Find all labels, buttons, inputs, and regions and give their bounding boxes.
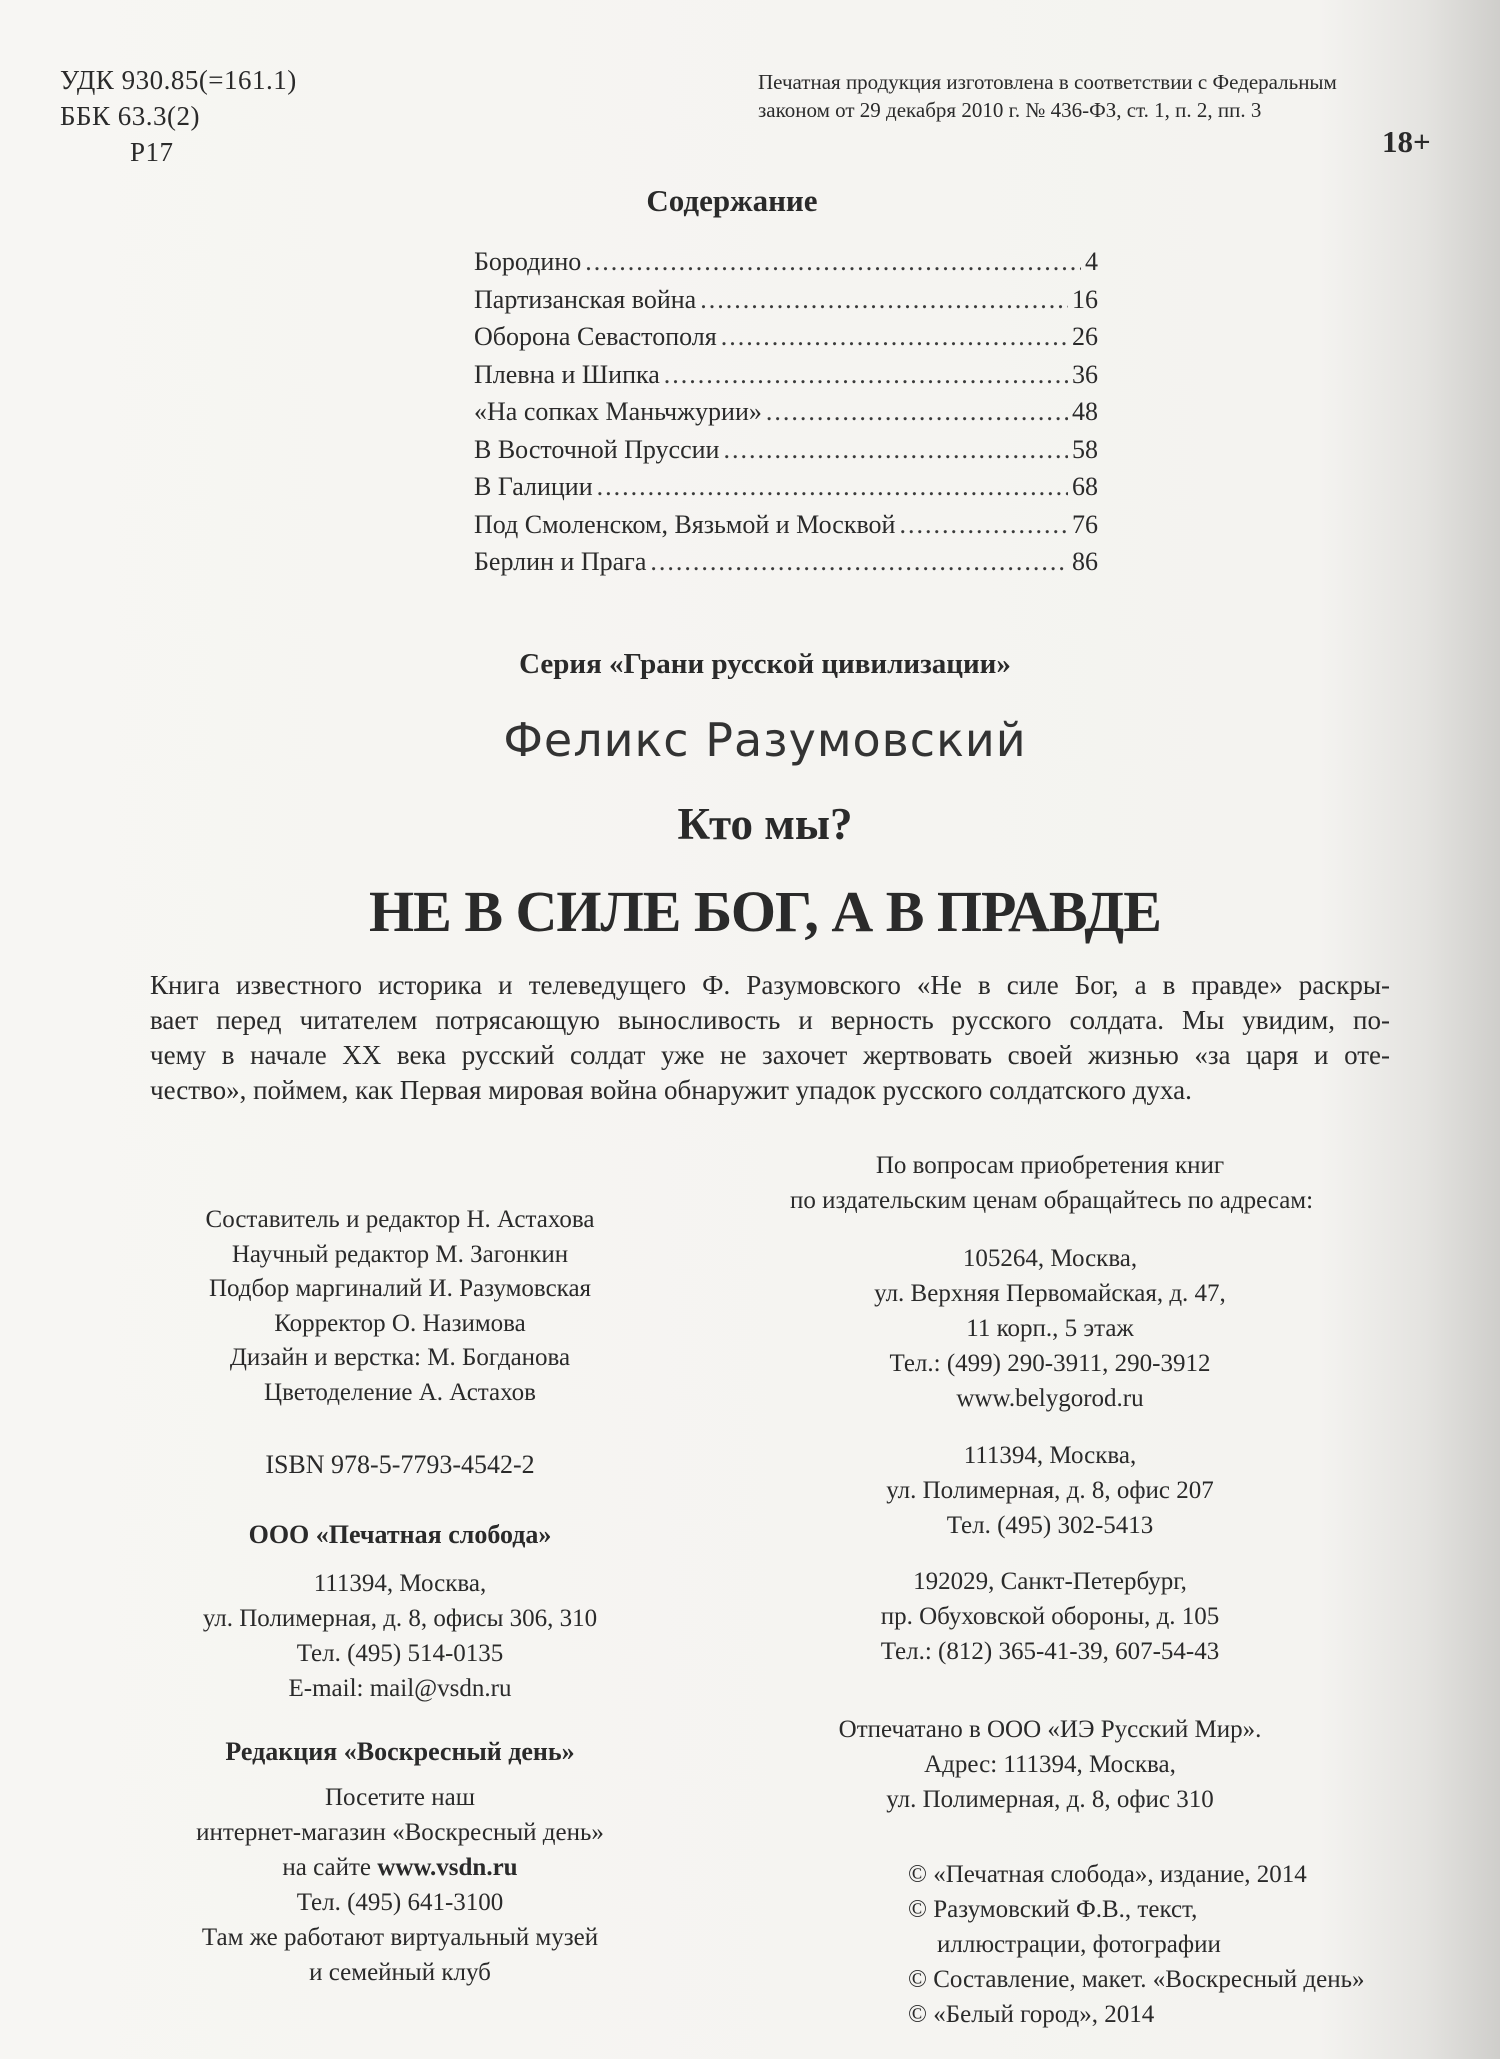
toc-entry (474, 543, 1098, 581)
copyright-block (908, 1857, 1468, 2032)
toc-entry (474, 393, 1098, 431)
address-phone: Тел.: (812) 365-41-39, 607-54-43 (880, 1638, 1220, 1665)
address-line: пр. Обуховской обороны, д. 105 (880, 1603, 1220, 1630)
book-description (150, 968, 1390, 1108)
address-line: ул. Верхняя Первомайская, д. 47, (874, 1280, 1226, 1307)
series-name: Серия «Грани русской цивилизации» (519, 648, 1011, 680)
toc-leader-dots (723, 431, 1068, 469)
book-subtitle: Кто мы? (677, 799, 853, 849)
isbn: ISBN 978-5-7793-4542-2 (265, 1450, 535, 1479)
printing-line: Отпечатано в ООО «ИЭ Русский Мир». (838, 1716, 1262, 1743)
toc-entry-label: Берлин и Прага (474, 547, 647, 576)
purchase-address-moscow-2 (790, 1438, 1310, 1543)
author-mark: Р17 (130, 137, 174, 167)
toc-entry (474, 431, 1098, 469)
redaction-site-prefix: на сайте (282, 1854, 378, 1881)
address-phone: Тел.: (499) 290-3911, 290-3912 (889, 1350, 1211, 1377)
redaction-site-link[interactable]: www.vsdn.ru (377, 1854, 518, 1881)
publisher-address-line: ул. Полимерная, д. 8, офисы 306, 310 (202, 1605, 598, 1632)
toc-entry-label: Бородино (474, 247, 582, 276)
toc-entry-label: В Восточной Пруссии (474, 434, 720, 464)
description-line: чему в начале XX века русский солдат уже не захочет жертвовать своей жизнью «за царя и оте- (150, 1040, 1390, 1070)
law-notice-line: Печатная продукция изготовлена в соответствии с Федеральным (758, 70, 1337, 94)
contents-title: Содержание (646, 183, 818, 218)
toc-entry-page: 68 (1072, 472, 1098, 501)
law-notice-line: законом от 29 декабря 2010 г. № 436-ФЗ, ст. 1, п. 2, пп. 3 (758, 98, 1262, 122)
address-line: 11 корп., 5 этаж (966, 1315, 1134, 1342)
printing-line: Адрес: 111394, Москва, (924, 1751, 1176, 1778)
redaction-info (150, 1780, 650, 1990)
toc-entry-page: 48 (1072, 397, 1098, 426)
publisher-name: ООО «Печатная слобода» (248, 1520, 552, 1549)
purchase-address-moscow-1 (790, 1241, 1310, 1416)
publisher-address-line: 111394, Москва, (313, 1570, 487, 1597)
address-line: 192029, Санкт-Петербург, (913, 1568, 1187, 1595)
toc-entry-label: Оборона Севастополя (474, 322, 717, 351)
publisher-phone: Тел. (495) 514-0135 (296, 1640, 504, 1667)
toc-entry-label: В Галиции (474, 472, 593, 501)
book-title: НЕ В СИЛЕ БОГ, А В ПРАВДЕ (369, 879, 1161, 944)
toc-entry-label: «На сопках Маньчжурии» (474, 397, 762, 426)
toc-leader-dots (766, 393, 1068, 431)
redaction-line: интернет-магазин «Воскресный день» (196, 1819, 604, 1846)
toc-entry-label: Партизанская война (474, 284, 697, 314)
description-line: вает перед читателем потрясающую выносливость и верность русского солдата. Мы увидим, по- (150, 1005, 1390, 1035)
toc-entry (474, 281, 1098, 319)
purchase-intro-line: По вопросам приобретения книг (875, 1152, 1225, 1179)
toc-entry-label: Под Смоленском, Вязьмой и Москвой (474, 509, 896, 539)
credit-line: Корректор О. Назимова (274, 1309, 526, 1337)
law-notice (758, 68, 1458, 124)
table-of-contents (474, 243, 1098, 581)
toc-leader-dots (650, 543, 1068, 581)
copyright-line: иллюстрации, фотографии (937, 1931, 1221, 1958)
toc-leader-dots (597, 468, 1068, 506)
publisher-email: E-mail: mail@vsdn.ru (288, 1675, 512, 1702)
redaction-name: Редакция «Воскресный день» (225, 1737, 575, 1766)
toc-entry-page: 4 (1085, 247, 1098, 276)
udk-code: УДК 930.85(=161.1) (60, 65, 297, 95)
toc-leader-dots (899, 506, 1068, 544)
address-line: ул. Полимерная, д. 8, офис 207 (886, 1477, 1214, 1504)
redaction-phone: Тел. (495) 641-3100 (296, 1889, 504, 1916)
age-rating-badge: 18+ (1382, 124, 1431, 159)
toc-leader-dots (585, 243, 1081, 281)
redaction-site-line (150, 1850, 650, 1885)
copyright-line: © Составление, макет. «Воскресный день» (908, 1966, 1365, 1993)
toc-leader-dots (664, 356, 1068, 394)
printing-line: ул. Полимерная, д. 8, офис 310 (886, 1786, 1214, 1813)
toc-entry-page: 26 (1072, 322, 1098, 351)
toc-entry (474, 468, 1098, 506)
address-line: 111394, Москва, (963, 1442, 1137, 1469)
printing-info (790, 1712, 1310, 1817)
toc-entry (474, 243, 1098, 281)
redaction-line: Посетите наш (325, 1784, 475, 1811)
address-phone: Тел. (495) 302-5413 (946, 1512, 1154, 1539)
toc-entry-page: 86 (1072, 547, 1098, 576)
description-line: Книга известного историка и телеведущего Ф. Разумовского «Не в силе Бог, а в правде» раскры- (150, 970, 1390, 1000)
credit-line: Научный редактор М. Загонкин (231, 1240, 569, 1268)
credit-line: Подбор маргиналий И. Разумовская (208, 1275, 592, 1302)
author-name: Феликс Разумовский (503, 713, 1027, 767)
toc-entry-page: 16 (1072, 284, 1098, 314)
toc-entry-label: Плевна и Шипка (474, 359, 660, 389)
toc-entry-page: 76 (1072, 509, 1098, 539)
credits-list (150, 1203, 650, 1410)
toc-entry (474, 318, 1098, 356)
address-website[interactable]: www.belygorod.ru (956, 1385, 1144, 1412)
address-line: 105264, Москва, (962, 1245, 1138, 1272)
copyright-line: © «Печатная слобода», издание, 2014 (908, 1861, 1307, 1888)
credit-line: Составитель и редактор Н. Астахова (205, 1206, 595, 1233)
toc-entry-page: 58 (1072, 434, 1098, 464)
publisher-address (150, 1566, 650, 1706)
toc-leader-dots (700, 281, 1068, 319)
classification-codes (60, 62, 297, 170)
copyright-line: © Разумовский Ф.В., текст, (908, 1896, 1198, 1923)
purchase-intro (790, 1148, 1314, 1218)
toc-leader-dots (721, 318, 1068, 356)
redaction-line: Там же работают виртуальный музей (201, 1924, 599, 1951)
bbk-code: ББК 63.3(2) (60, 101, 200, 131)
redaction-line: и семейный клуб (309, 1959, 491, 1986)
toc-entry (474, 356, 1098, 394)
toc-entry (474, 506, 1098, 544)
purchase-address-spb (790, 1564, 1310, 1669)
credit-line: Цветоделение А. Астахов (264, 1378, 536, 1406)
purchase-intro-line: по издательским ценам обращайтесь по адресам: (790, 1187, 1314, 1214)
copyright-line: © «Белый город», 2014 (908, 2001, 1155, 2028)
credit-line: Дизайн и верстка: М. Богданова (229, 1344, 571, 1371)
toc-entry-page: 36 (1072, 359, 1098, 389)
description-line: чество», поймем, как Первая мировая война обнаружит упадок русского солдатского духа. (150, 1075, 1192, 1105)
